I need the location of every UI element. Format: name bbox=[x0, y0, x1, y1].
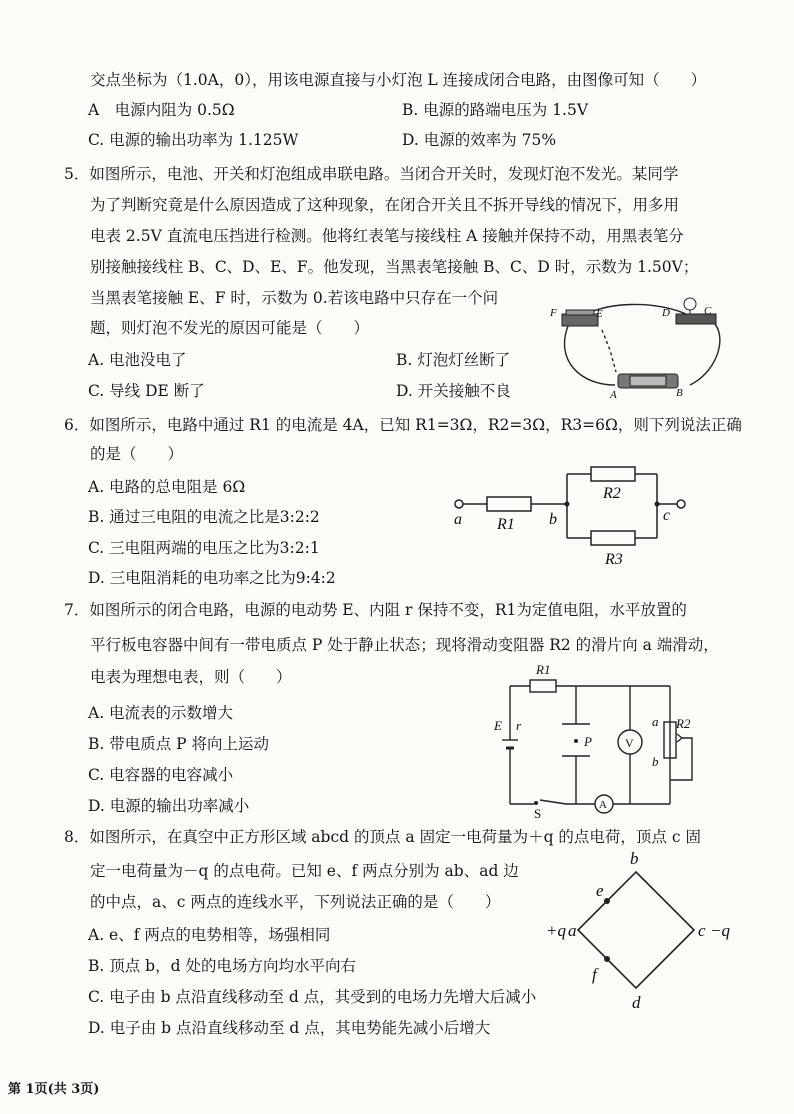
q5-stem-line-5: 当黑表笔接触 E、F 时，示数为 0.若该电路中只存在一个问 bbox=[90, 289, 499, 307]
q6-circuit-figure bbox=[445, 462, 695, 574]
q7-stem-line-3: 电表为理想电表，则（ ） bbox=[90, 668, 292, 686]
q8-option-a: A. e、f 两点的电势相等，场强相同 bbox=[88, 926, 331, 944]
q7-label-a: a bbox=[652, 714, 659, 729]
q5-option-d: D. 开关接触不良 bbox=[396, 382, 511, 400]
q6-stem-line-1: 6．如图所示，电路中通过 R1 的电流是 4A，已知 R1=3Ω，R2=3Ω，R3=6Ω，则下列说法正确 bbox=[64, 416, 742, 434]
q4-stem-line: 交点坐标为（1.0A，0），用该电源直接与小灯泡 L 连接成闭合电路，由图像可知（ ） bbox=[90, 71, 707, 89]
q8-stem-line-1: 8．如图所示，在真空中正方形区域 abcd 的顶点 a 固定一电荷量为＋q 的点电荷，顶点 c 固 bbox=[64, 828, 701, 846]
q5-label-A: A bbox=[610, 389, 617, 401]
q5-label-E: E bbox=[596, 308, 603, 320]
q7-label-S: S bbox=[534, 806, 542, 818]
q8-option-d: D. 电子由 b 点沿直线移动至 d 点，其电势能先减小后增大 bbox=[88, 1019, 491, 1037]
q4-option-b: B. 电源的路端电压为 1.5V bbox=[402, 101, 589, 119]
q6-stem-line-2: 的是（ ） bbox=[90, 445, 184, 463]
q8-option-b: B. 顶点 b，d 处的电场方向均水平向右 bbox=[88, 957, 356, 975]
q7-label-P: P bbox=[584, 734, 592, 749]
q8-option-c: C. 电子由 b 点沿直线移动至 d 点，其受到的电场力先增大后减小 bbox=[88, 988, 537, 1006]
q6-label-R3: R3 bbox=[605, 551, 623, 568]
q4-option-c: C. 电源的输出功率为 1.125W bbox=[88, 131, 299, 149]
q5-circuit-figure bbox=[540, 290, 740, 405]
q6-label-a: a bbox=[454, 511, 462, 528]
q5-stem-line-1: 5．如图所示，电池、开关和灯泡组成串联电路。当闭合开关时，发现灯泡不发光。某同学 bbox=[64, 165, 679, 183]
q8-label-b: b bbox=[630, 850, 639, 868]
q7-stem-line-2: 平行板电容器中间有一带电质点 P 处于静止状态；现将滑动变阻器 R2 的滑片向 a 端滑动， bbox=[90, 636, 719, 654]
q8-square-figure bbox=[540, 850, 740, 1020]
q5-option-a: A. 电池没电了 bbox=[88, 351, 187, 369]
q4-option-a: A 电源内阻为 0.5Ω bbox=[88, 101, 235, 119]
q5-label-C: C bbox=[704, 305, 712, 317]
q8-label-d: d bbox=[632, 993, 641, 1012]
q6-label-R1: R1 bbox=[497, 516, 515, 533]
q6-label-b: b bbox=[549, 511, 557, 528]
q8-label-e: e bbox=[596, 881, 604, 900]
q5-stem-line-2: 为了判断究竟是什么原因造成了这种现象，在闭合开关且不拆开导线的情况下，用多用 bbox=[90, 196, 680, 214]
q7-label-R1: R1 bbox=[536, 662, 551, 677]
q7-label-E: E bbox=[494, 718, 502, 733]
q8-stem-line-3: 的中点，a、c 两点的连线水平，下列说法正确的是（ ） bbox=[90, 893, 501, 911]
q7-option-c: C. 电容器的电容减小 bbox=[88, 766, 234, 784]
q5-option-c: C. 导线 DE 断了 bbox=[88, 382, 205, 400]
q6-option-d: D. 三电阻消耗的电功率之比为9:4:2 bbox=[88, 569, 336, 587]
q8-stem-line-2: 定一电荷量为－q 的点电荷。已知 e、f 两点分别为 ab、ad 边 bbox=[90, 862, 519, 880]
q8-label-f: f bbox=[592, 965, 597, 984]
q8-label-minus-q: −q bbox=[710, 921, 730, 940]
q5-label-F: F bbox=[550, 307, 557, 319]
q7-option-a: A. 电流表的示数增大 bbox=[88, 704, 234, 722]
q6-option-c: C. 三电阻两端的电压之比为3:2:1 bbox=[88, 539, 320, 557]
q5-option-b: B. 灯泡灯丝断了 bbox=[396, 351, 511, 369]
q5-stem-line-3: 电表 2.5V 直流电压挡进行检测。他将红表笔与接线柱 A 接触并保持不动，用黑表笔分 bbox=[90, 227, 684, 245]
q6-option-b: B. 通过三电阻的电流之比是3:2:2 bbox=[88, 508, 320, 526]
voltmeter-icon: V bbox=[625, 736, 634, 750]
q8-label-a: a bbox=[568, 921, 577, 940]
q5-label-D: D bbox=[662, 307, 670, 319]
q7-stem-line-1: 7．如图所示的闭合电路，电源的电动势 E、内阻 r 保持不变，R1为定值电阻，水平放置的 bbox=[64, 601, 687, 619]
q5-stem-line-4: 别接触接线柱 B、C、D、E、F。他发现，当黑表笔接触 B、C、D 时，示数为 1.50V； bbox=[90, 258, 699, 276]
q6-label-R2: R2 bbox=[603, 485, 621, 502]
q6-label-c: c bbox=[663, 507, 671, 524]
q7-label-r: r bbox=[516, 718, 522, 733]
ammeter-icon: A bbox=[599, 799, 607, 811]
q7-circuit-figure bbox=[490, 658, 710, 818]
q4-option-d: D. 电源的效率为 75% bbox=[402, 131, 557, 149]
q8-label-plus-q: +q bbox=[546, 921, 566, 940]
q7-option-d: D. 电源的输出功率减小 bbox=[88, 797, 250, 815]
q5-stem-line-6: 题，则灯泡不发光的原因可能是（ ） bbox=[90, 319, 370, 337]
q7-option-b: B. 带电质点 P 将向上运动 bbox=[88, 735, 270, 753]
q6-option-a: A. 电路的总电阻是 6Ω bbox=[88, 478, 246, 496]
q7-label-b: b bbox=[652, 754, 659, 769]
page-footer: 第 1页(共 3页) bbox=[8, 1082, 100, 1097]
q7-label-R2: R2 bbox=[676, 716, 691, 731]
q5-label-B: B bbox=[676, 387, 683, 399]
q8-label-c: c bbox=[698, 921, 706, 940]
